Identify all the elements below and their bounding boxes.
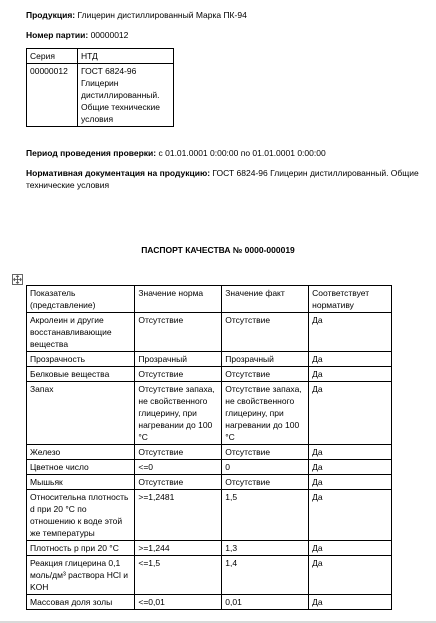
- table-move-handle-icon[interactable]: [12, 274, 23, 285]
- compliance-cell: Да: [309, 595, 392, 610]
- norm-cell: <=0: [135, 460, 222, 475]
- table-row: [27, 352, 392, 367]
- compliance-cell: Да: [309, 313, 392, 352]
- batch-header-series: Серия: [27, 49, 78, 64]
- table-row: [27, 313, 392, 352]
- indicator-cell: Акролеин и другие восстанавливающие вещества: [27, 313, 135, 352]
- fact-cell: Прозрачный: [222, 352, 309, 367]
- fact-cell: Отсутствие: [222, 367, 309, 382]
- indicator-cell: Белковые вещества: [27, 367, 135, 382]
- norm-cell: >=1,2481: [135, 490, 222, 541]
- table-row: [27, 460, 392, 475]
- compliance-cell: Да: [309, 445, 392, 460]
- table-row: [27, 541, 392, 556]
- indicator-cell: Реакция глицерина 0,1 моль/дм³ раствора HCl и KOH: [27, 556, 135, 595]
- fact-cell: 1,5: [222, 490, 309, 541]
- passport-title: ПАСПОРТ КАЧЕСТВА № 0000-000019: [141, 245, 295, 255]
- fact-cell: 0,01: [222, 595, 309, 610]
- norm-cell: Отсутствие: [135, 313, 222, 352]
- indicator-cell: Запах: [27, 382, 135, 445]
- indicator-cell: Относительна плотность d при 20 °С по отношению к воде этой же температуры: [27, 490, 135, 541]
- norm-cell: >=1,244: [135, 541, 222, 556]
- fact-cell: Отсутствие: [222, 445, 309, 460]
- table-row: [27, 445, 392, 460]
- norm-cell: Прозрачный: [135, 352, 222, 367]
- period-line: [26, 148, 326, 159]
- batch-table-header: [27, 49, 174, 64]
- norm-cell: Отсутствие: [135, 475, 222, 490]
- batch-cell-ntd: ГОСТ 6824-96 Глицерин дистиллированный. Общие технические условия: [78, 64, 174, 127]
- norm-cell: Отсутствие: [135, 445, 222, 460]
- norm-cell: Отсутствие запаха, не свойственного глицерину, при нагревании до 100 °С: [135, 382, 222, 445]
- compliance-cell: Да: [309, 460, 392, 475]
- table-row: [27, 490, 392, 541]
- fact-cell: 1,3: [222, 541, 309, 556]
- normative-continuation: технические условия: [26, 180, 110, 190]
- compliance-cell: Да: [309, 556, 392, 595]
- fact-cell: Отсутствие: [222, 475, 309, 490]
- norm-cell: <=1,5: [135, 556, 222, 595]
- normative-value: ГОСТ 6824-96 Глицерин дистиллированный. Общие: [212, 168, 419, 178]
- period-label: Период проведения проверки:: [26, 148, 157, 158]
- batch-header-ntd: НТД: [78, 49, 174, 64]
- fact-cell: Отсутствие: [222, 313, 309, 352]
- fact-cell: Отсутствие запаха, не свойственного глицерину, при нагревании до 100 °С: [222, 382, 309, 445]
- fact-cell: 0: [222, 460, 309, 475]
- table-row: [27, 556, 392, 595]
- norm-cell: <=0,01: [135, 595, 222, 610]
- batch-line: [26, 30, 128, 41]
- compliance-cell: Да: [309, 382, 392, 445]
- compliance-cell: Да: [309, 352, 392, 367]
- table-row: [27, 382, 392, 445]
- product-line: [26, 10, 247, 21]
- period-value: с 01.01.0001 0:00:00 по 01.01.0001 0:00:00: [158, 148, 326, 158]
- product-value: Глицерин дистиллированный Марка ПК-94: [77, 10, 247, 20]
- normative-label: Нормативная документация на продукцию:: [26, 168, 211, 178]
- indicator-cell: Цветное число: [27, 460, 135, 475]
- batch-cell-series: 00000012: [27, 64, 78, 127]
- compliance-cell: Да: [309, 490, 392, 541]
- header-norm: Значение норма: [135, 286, 222, 313]
- compliance-cell: Да: [309, 367, 392, 382]
- batch-table: [26, 48, 174, 127]
- norm-cell: Отсутствие: [135, 367, 222, 382]
- table-row: [27, 367, 392, 382]
- indicator-cell: Мышьяк: [27, 475, 135, 490]
- table-row: [27, 595, 392, 610]
- batch-table-row: [27, 64, 174, 127]
- header-fact: Значение факт: [222, 286, 309, 313]
- indicator-cell: Массовая доля золы: [27, 595, 135, 610]
- batch-label: Номер партии:: [26, 30, 89, 40]
- table-row: [27, 475, 392, 490]
- quality-table-header: [27, 286, 392, 313]
- normative-line: [26, 168, 419, 179]
- compliance-cell: Да: [309, 541, 392, 556]
- header-indicator: Показатель (представление): [27, 286, 135, 313]
- quality-table: [26, 285, 392, 610]
- indicator-cell: Плотность р при 20 °С: [27, 541, 135, 556]
- compliance-cell: Да: [309, 475, 392, 490]
- header-compliance: Соответствует нормативу: [309, 286, 392, 313]
- product-label: Продукция:: [26, 10, 76, 20]
- indicator-cell: Железо: [27, 445, 135, 460]
- batch-value: 00000012: [90, 30, 129, 40]
- indicator-cell: Прозрачность: [27, 352, 135, 367]
- fact-cell: 1,4: [222, 556, 309, 595]
